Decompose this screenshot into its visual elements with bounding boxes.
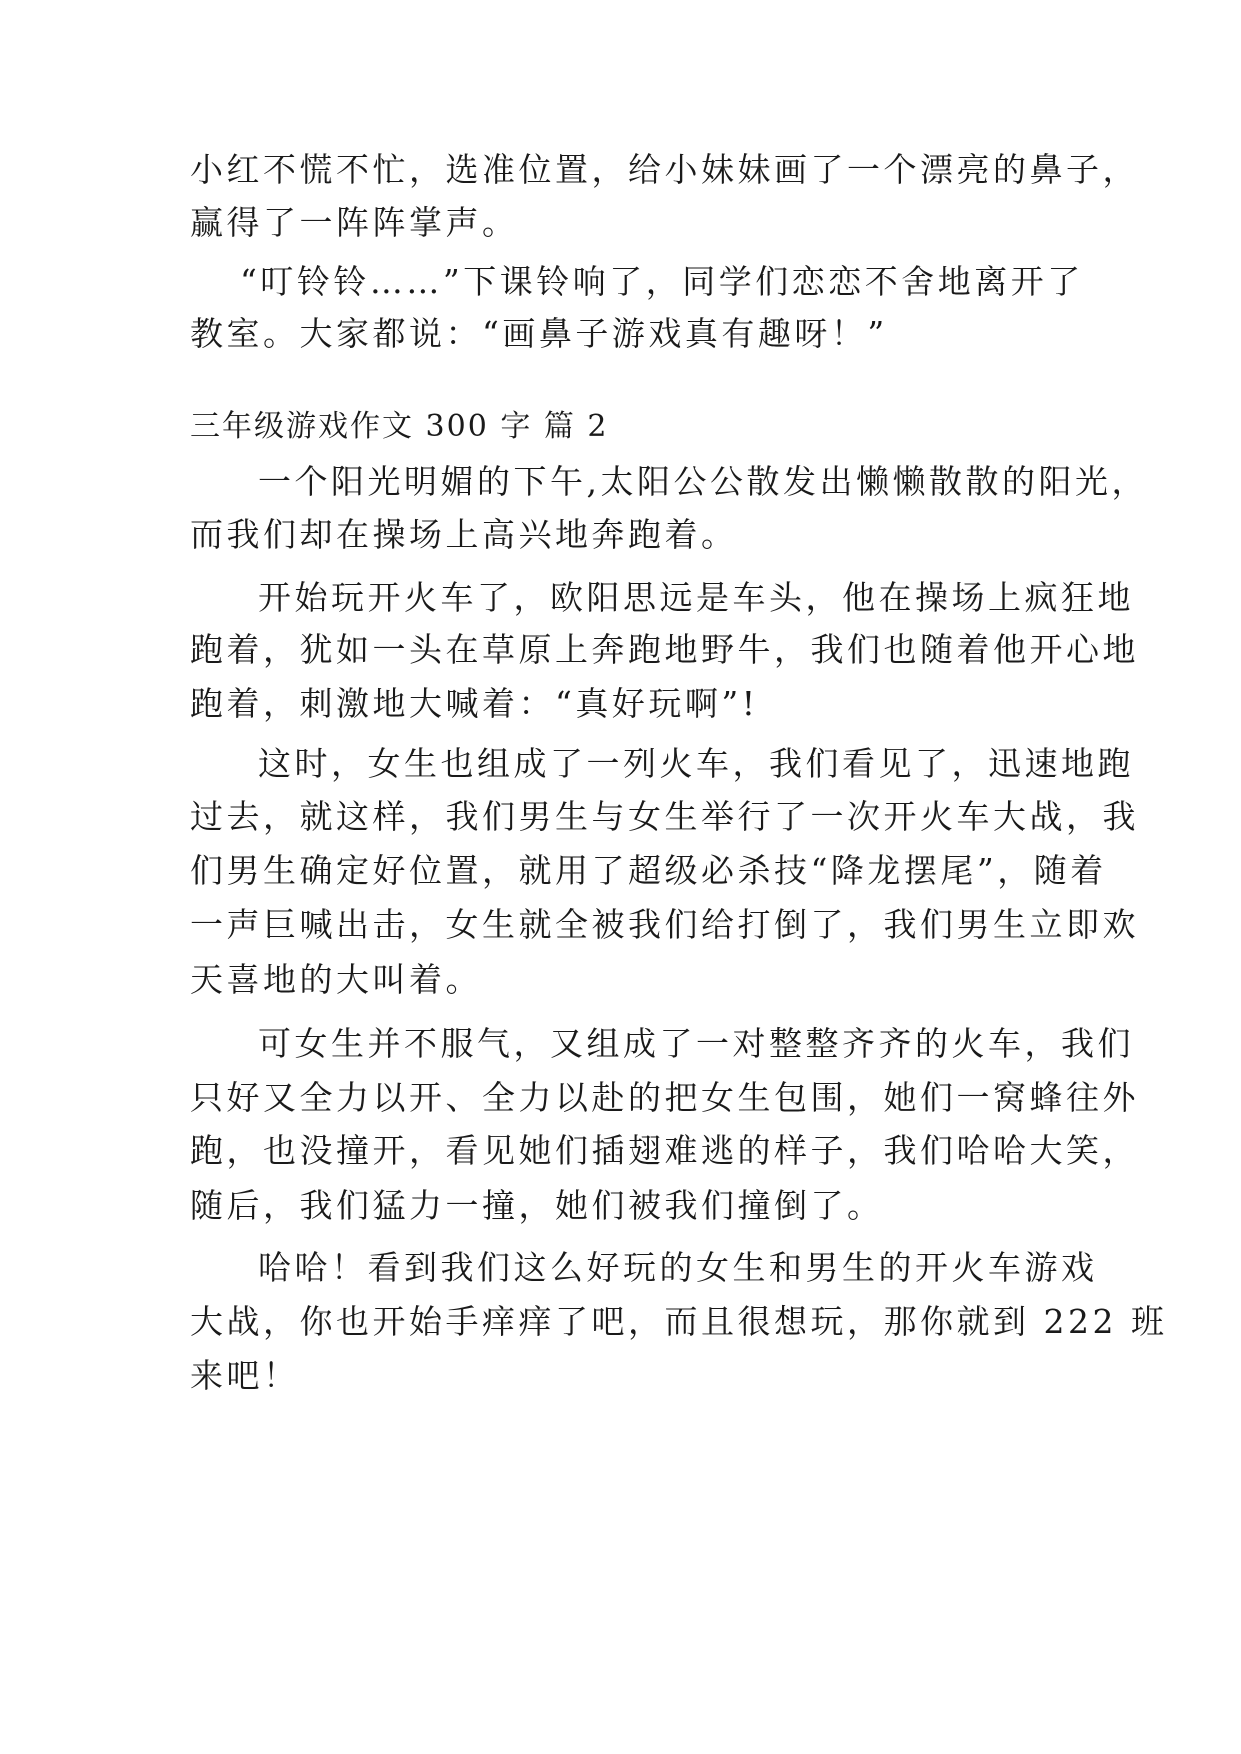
paragraph-line: 一个阳光明媚的下午,太阳公公散发出懒懒散散的阳光， [258, 462, 1148, 501]
paragraph-line: 们男生确定好位置，就用了超级必杀技“降龙摆尾”，随着 [190, 851, 1107, 890]
paragraph-line: 小红不慌不忙，选准位置，给小妹妹画了一个漂亮的鼻子， [190, 150, 1139, 189]
paragraph-line: 可女生并不服气，又组成了一对整整齐齐的火车，我们 [258, 1024, 1134, 1063]
paragraph-line: 一声巨喊出击，女生就全被我们给打倒了，我们男生立即欢 [190, 905, 1139, 944]
paragraph-line: 随后，我们猛力一撞，她们被我们撞倒了。 [190, 1186, 884, 1225]
paragraph-line: 跑，也没撞开，看见她们插翅难逃的样子，我们哈哈大笑， [190, 1131, 1139, 1170]
paragraph-line: 这时，女生也组成了一列火车，我们看见了，迅速地跑 [258, 744, 1134, 783]
paragraph-line: “叮铃铃……”下课铃响了，同学们恋恋不舍地离开了 [240, 262, 1084, 301]
paragraph-line: 开始玩开火车了，欧阳思远是车头，他在操场上疯狂地 [258, 578, 1134, 617]
paragraph-line: 哈哈！看到我们这么好玩的女生和男生的开火车游戏 [258, 1248, 1098, 1287]
paragraph-line: 来吧！ [190, 1356, 300, 1395]
section-title: 三年级游戏作文 300 字 篇 2 [190, 409, 609, 444]
paragraph-line: 跑着，刺激地大喊着：“真好玩啊”! [190, 684, 759, 723]
paragraph-line: 赢得了一阵阵掌声。 [190, 203, 519, 242]
paragraph-line: 过去，就这样，我们男生与女生举行了一次开火车大战，我 [190, 797, 1139, 836]
paragraph-line: 教室。大家都说：“画鼻子游戏真有趣呀！” [190, 314, 888, 353]
paragraph-line: 而我们却在操场上高兴地奔跑着。 [190, 515, 738, 554]
paragraph-line: 天喜地的大叫着。 [190, 960, 482, 999]
paragraph-line: 跑着，犹如一头在草原上奔跑地野牛，我们也随着他开心地 [190, 630, 1139, 669]
paragraph-line: 只好又全力以开、全力以赴的把女生包围，她们一窝蜂往外 [190, 1078, 1139, 1117]
paragraph-line: 大战，你也开始手痒痒了吧，而且很想玩，那你就到 222 班 [190, 1302, 1168, 1341]
